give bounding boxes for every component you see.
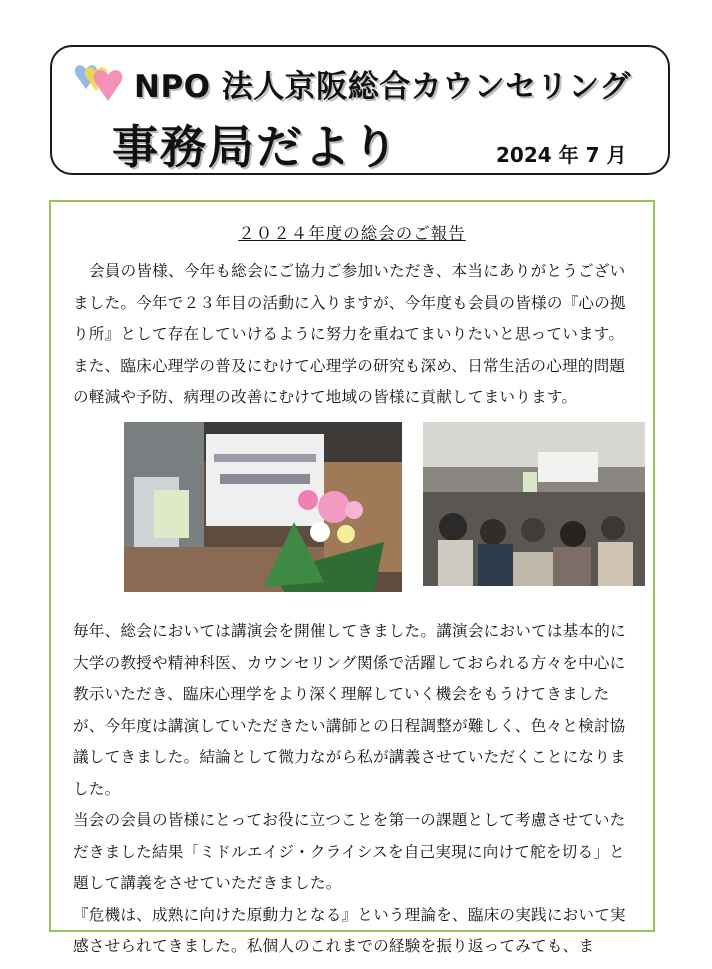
issue-date: 2024 年 7 月 — [496, 143, 627, 167]
lecture-title-paragraph: 当会の会員の皆様にとってお役に立つことを第一の課題として考慮させていただきました結果「ミドルエイジ・クライシスを自己実現に向けて舵を切る」と題して講義をさせていただきました。 — [73, 811, 626, 892]
body-text — [73, 616, 639, 963]
article-heading: ２０２４年度の総会のご報告 — [238, 224, 466, 243]
article-frame — [49, 200, 655, 955]
event-photo-banner-flowers — [124, 422, 402, 592]
event-photo-audience — [423, 422, 645, 586]
hearts-logo-icon — [72, 59, 132, 105]
intro-paragraph: 会員の皆様、今年も総会にご協力ご参加いただき、本当にありがとうございました。今年で２３年目の活動に入りますが、今年度も会員の皆様の『心の拠り所』として存在していけるように努力を重ねてまいりたいと思っています。また、臨床心理学の普及にむけて心理学の研究も深め、日常生活の心理的問題の軽減や予防、病理の改善にむけて地域の皆様に貢献してまいります。 — [73, 262, 626, 406]
organization-name: NPO 法人京阪総合カウンセリング — [134, 69, 631, 105]
newsletter-title: 事務局だより — [112, 120, 400, 174]
lecture-paragraph: 毎年、総会においては講演会を開催してきました。講演会においては基本的に大学の教授や精神科医、カウンセリング関係で活躍しておられる方々を中心に教示いただき、臨床心理学をより深く理解していく機会をもうけてきましたが、今年度は講演していただきたい講師との日程調整が難しく、色々と検討協議してきました。結論として微力ながら私が講義させていただくことになりました。 — [73, 622, 626, 798]
crisis-theory-paragraph: 『危機は、成熟に向けた原動力となる』という理論を、臨床の実践において実感させられてきました。私個人のこれまでの経験を振り返ってみても、ま — [73, 905, 626, 955]
newsletter-header — [50, 45, 670, 175]
